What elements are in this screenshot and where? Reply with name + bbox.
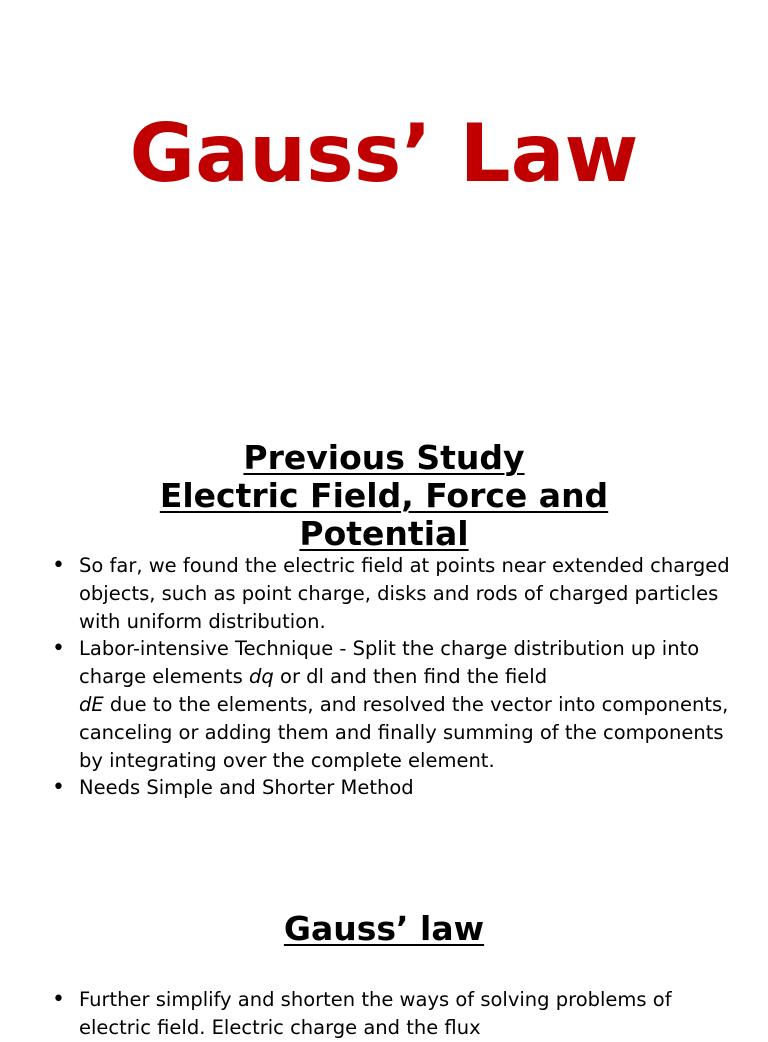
bullet-text: So far, we found the electric field at points near extended charged objects, such as point charge, disks and rods of charged particles with uniform distribution. <box>79 554 730 633</box>
previous-study-heading <box>0 439 768 553</box>
gauss-law-heading <box>0 910 768 948</box>
bullet-text-part: or dl and then find the field <box>273 665 548 689</box>
bullet-icon: • <box>52 553 65 578</box>
bullet-item <box>52 552 732 635</box>
heading-line: Potential <box>299 514 469 553</box>
bullet-text: Further simplify and shorten the ways of solving problems of electric field. Electric charge and the flux <box>79 988 672 1039</box>
bullet-icon: • <box>52 775 65 801</box>
gauss-law-bullet-list <box>52 986 732 1042</box>
bullet-text <box>79 637 728 771</box>
heading-line: Gauss’ law <box>283 909 485 948</box>
heading-line: Electric Field, Force and <box>159 476 609 515</box>
dq-symbol: dq <box>249 665 274 689</box>
slide-title: Gauss’ Law <box>129 107 639 200</box>
bullet-item <box>52 986 732 1042</box>
bullet-item <box>52 774 732 802</box>
bullet-item <box>52 635 732 774</box>
bullet-icon: • <box>52 987 65 1012</box>
previous-study-bullet-list <box>52 552 732 802</box>
heading-line: Previous Study <box>243 438 525 477</box>
bullet-text: Needs Simple and Shorter Method <box>79 776 414 800</box>
bullet-text-part: Labor-intensive Technique - Split the charge distribution up into charge elements <box>79 637 700 689</box>
de-symbol: dE <box>79 692 104 716</box>
bullet-icon: • <box>52 636 65 662</box>
bullet-text-part: due to the elements, and resolved the vector into components, canceling or adding them and finally summing of the components by integrating over the complete element. <box>79 692 729 772</box>
